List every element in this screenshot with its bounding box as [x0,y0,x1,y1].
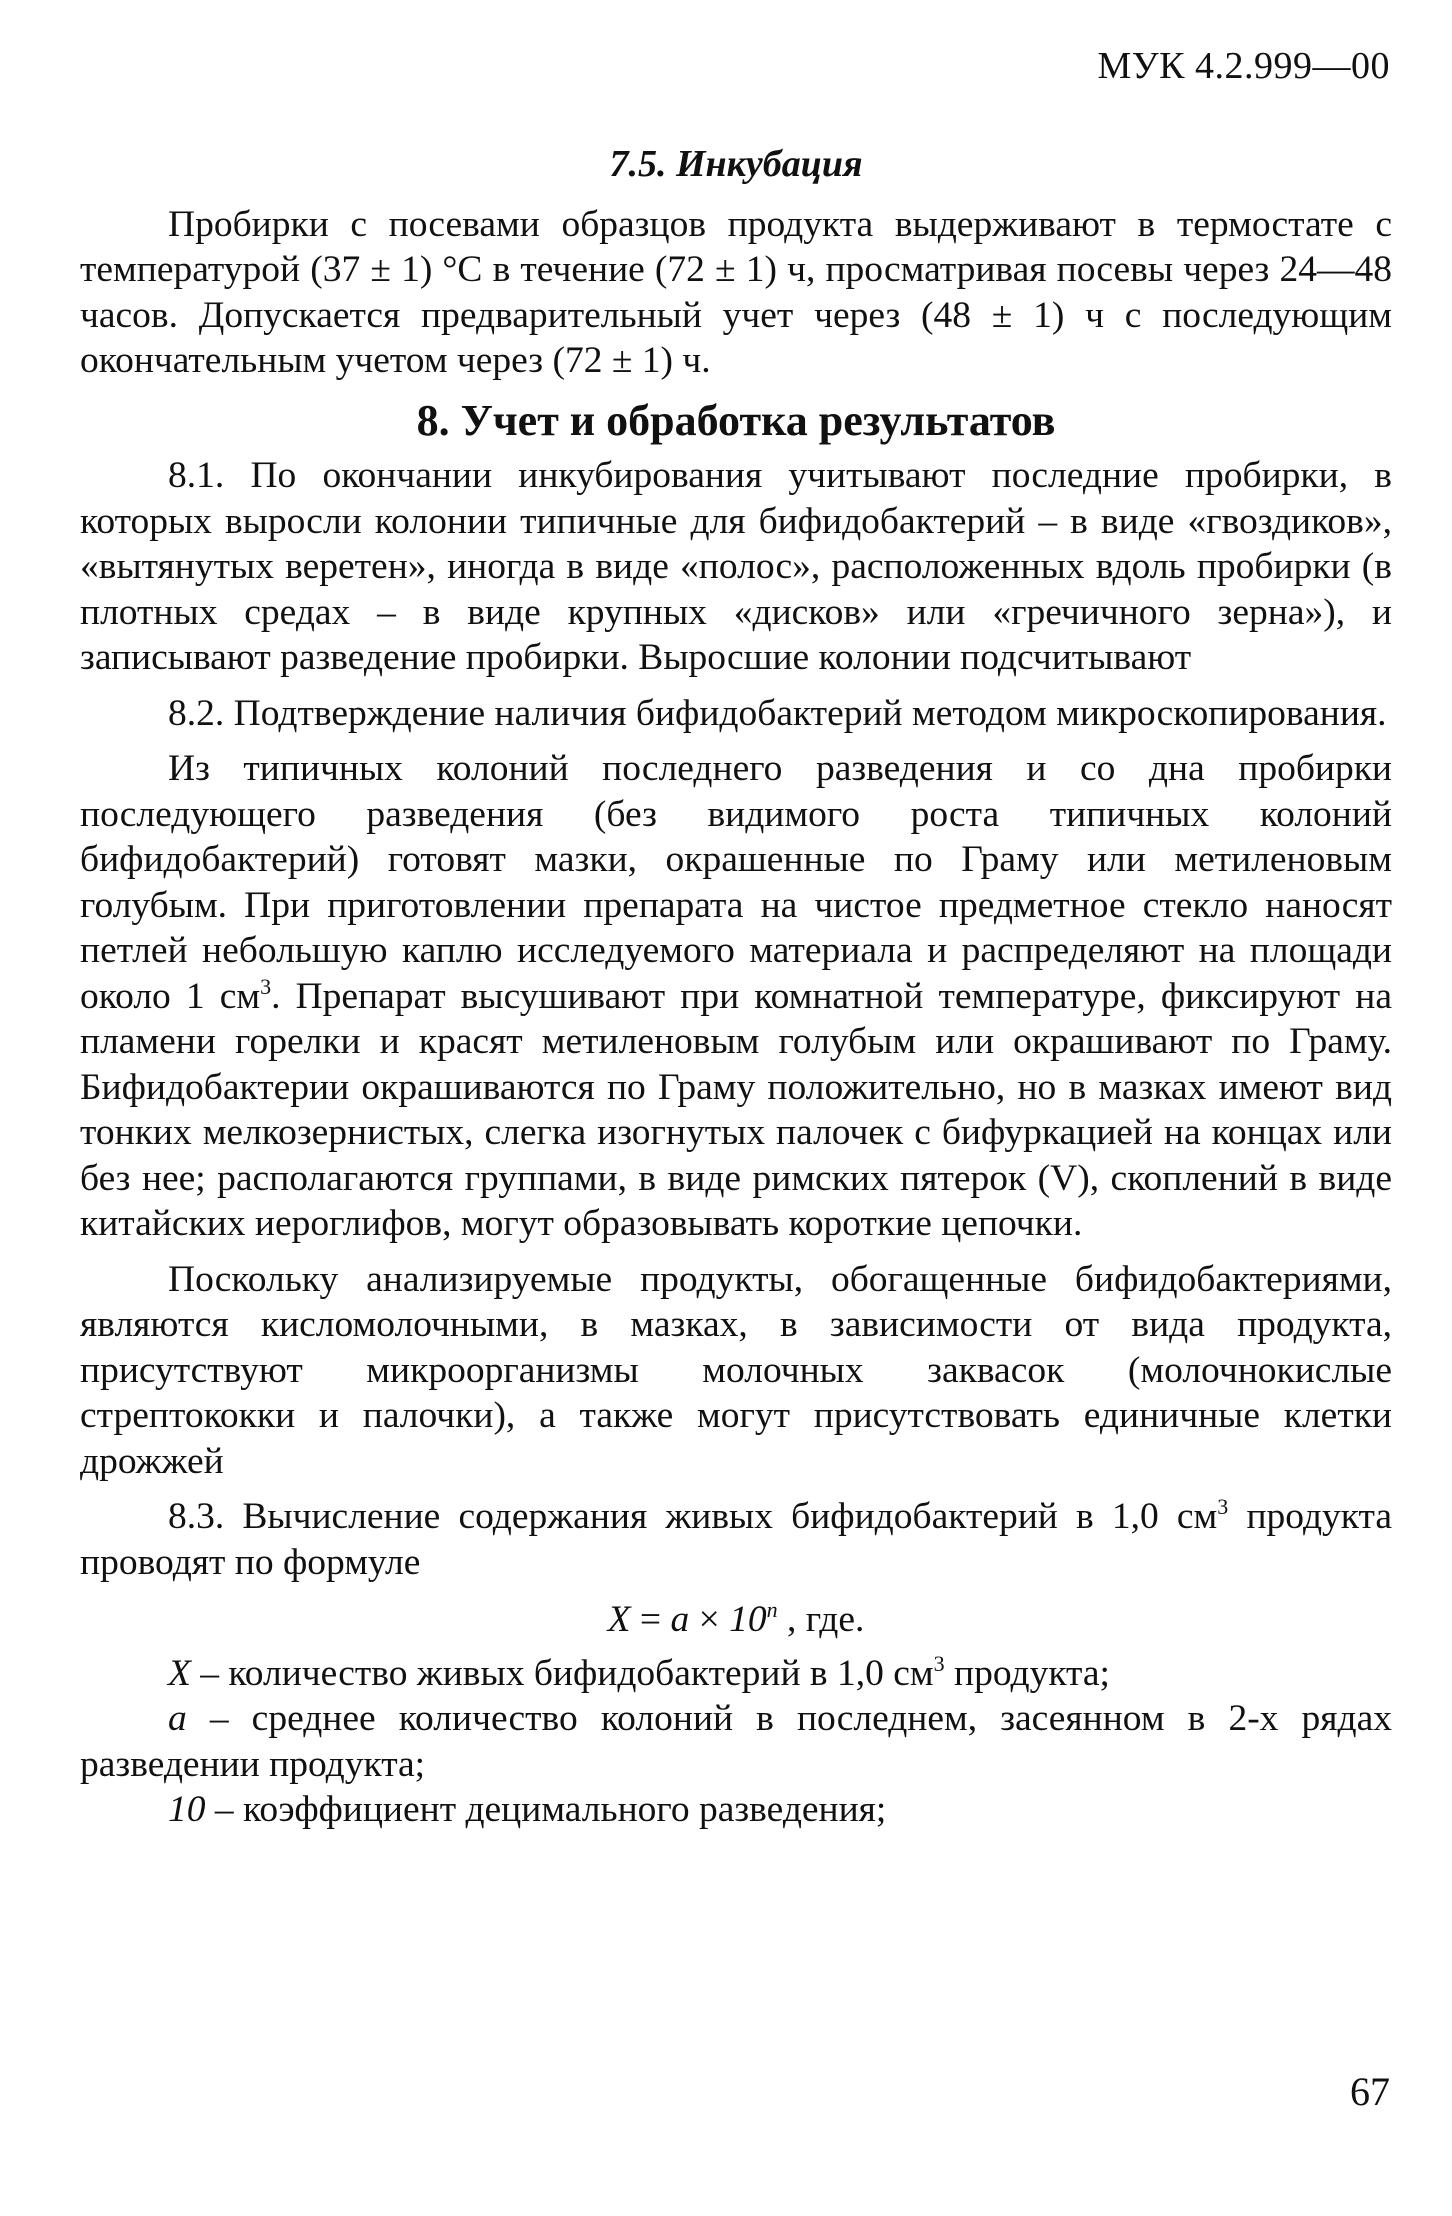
formula-ten: 10 [729,1599,767,1640]
def-a-symbol: a [168,1698,187,1739]
formula-x: X [607,1599,631,1640]
paragraph-8-1: 8.1. По окончании инкубирования учитывают последние пробирки, в которых выросли колонии типичные для бифидобактерий – в виде «гвоздиков», «вытянутых веретен», иногда в виде «полос», расположенных вдоль пробирки (в плотных средах – в виде крупных «дисков» или «гречичного зерна»), и записывают разведение пробирки. Выросшие колонии подсчитывают [80,455,1392,678]
def-10-symbol: 10 [168,1789,206,1830]
paragraph-8-2: 8.2. Подтверждение наличия бифидобактерий методом микроскопирования. [168,692,1387,734]
page-content [80,142,1392,1833]
p83-text-part1: 8.3. Вычисление содержания живых бифидобактерий в 1,0 см [168,1496,1218,1537]
def-a-text: – среднее количество колоний в последнем, засеянном в 2-х рядах разведении продукта; [80,1698,1392,1785]
document-code: МУК 4.2.999—00 [1097,45,1390,87]
formula-times: × [689,1599,730,1640]
smear-text-part1: Из типичных колоний последнего разведения и со дна пробирки последующего разведения (без видимого роста типичных колоний бифидобактерий) готовят мазки, окрашенные по Граму или метиленовым голубым. При приготовлении препарата на чистое предметное стекло наносят петлей небольшую каплю исследуемого материала и распределяют на площади около 1 см [80,748,1392,1017]
def-x-text-part1: – количество живых бифидобактерий в 1,0 см [190,1652,934,1694]
formula-a: a [670,1599,690,1640]
p83-text-part2: продукта проводят по формуле [80,1496,1392,1583]
def-x-text-part2: продукта; [944,1652,1110,1694]
formula [80,1597,1392,1643]
paragraph-8-3 [80,1494,1392,1585]
def-x-superscript: 3 [933,1650,945,1676]
paragraph-products: Поскольку анализируемые продукты, обогащенные бифидобактериями, являются кисломолочными, в мазках, в зависимости от вида продукта, присутствуют микроорганизмы молочных заквасок (молочнокислые стрептококки и палочки), а также могут присутствовать единичные клетки дрожжей [80,1258,1392,1482]
definition-x [80,1651,1392,1697]
definition-a [80,1696,1392,1787]
section-7-5-text: Пробирки с посевами образцов продукта выдерживают в термостате с температурой (37 ± 1) °С в течение (72 ± 1) ч, просматривая посевы через 24—48 часов. Допускается предварительный учет через (48 ± 1) ч с последующим окончательным учетом через (72 ± 1) ч. [80,203,1392,381]
formula-suffix: , где. [777,1599,865,1640]
smear-text-part2: . Препарат высушивают при комнатной температуре, фиксируют на пламени горелки и красят метиленовым голубым или окрашивают по Граму. Бифидобактерии окрашиваются по Граму положительно, но в мазках имеют вид тонких мелкозернистых, слегка изогнутых палочек с бифуркацией на концах или без нее; располагаются группами, в виде римских пятерок (V), скоплений в виде китайских иероглифов, могут образовывать короткие цепочки. [80,975,1392,1244]
formula-eq: = [630,1599,671,1640]
page-number: 67 [1350,2069,1390,2114]
paragraph-smear [80,746,1392,1247]
p83-superscript: 3 [1217,1494,1229,1519]
definition-10 [80,1787,1392,1833]
def-10-text: – коэффициент децимального разведения; [205,1789,887,1830]
section-7-5-title: 7.5. Инкубация [609,143,863,185]
smear-superscript: 3 [260,973,272,999]
section-8-title: 8. Учет и обработка результатов [416,395,1056,445]
def-x-symbol: X [168,1652,191,1694]
formula-n: n [766,1597,778,1622]
